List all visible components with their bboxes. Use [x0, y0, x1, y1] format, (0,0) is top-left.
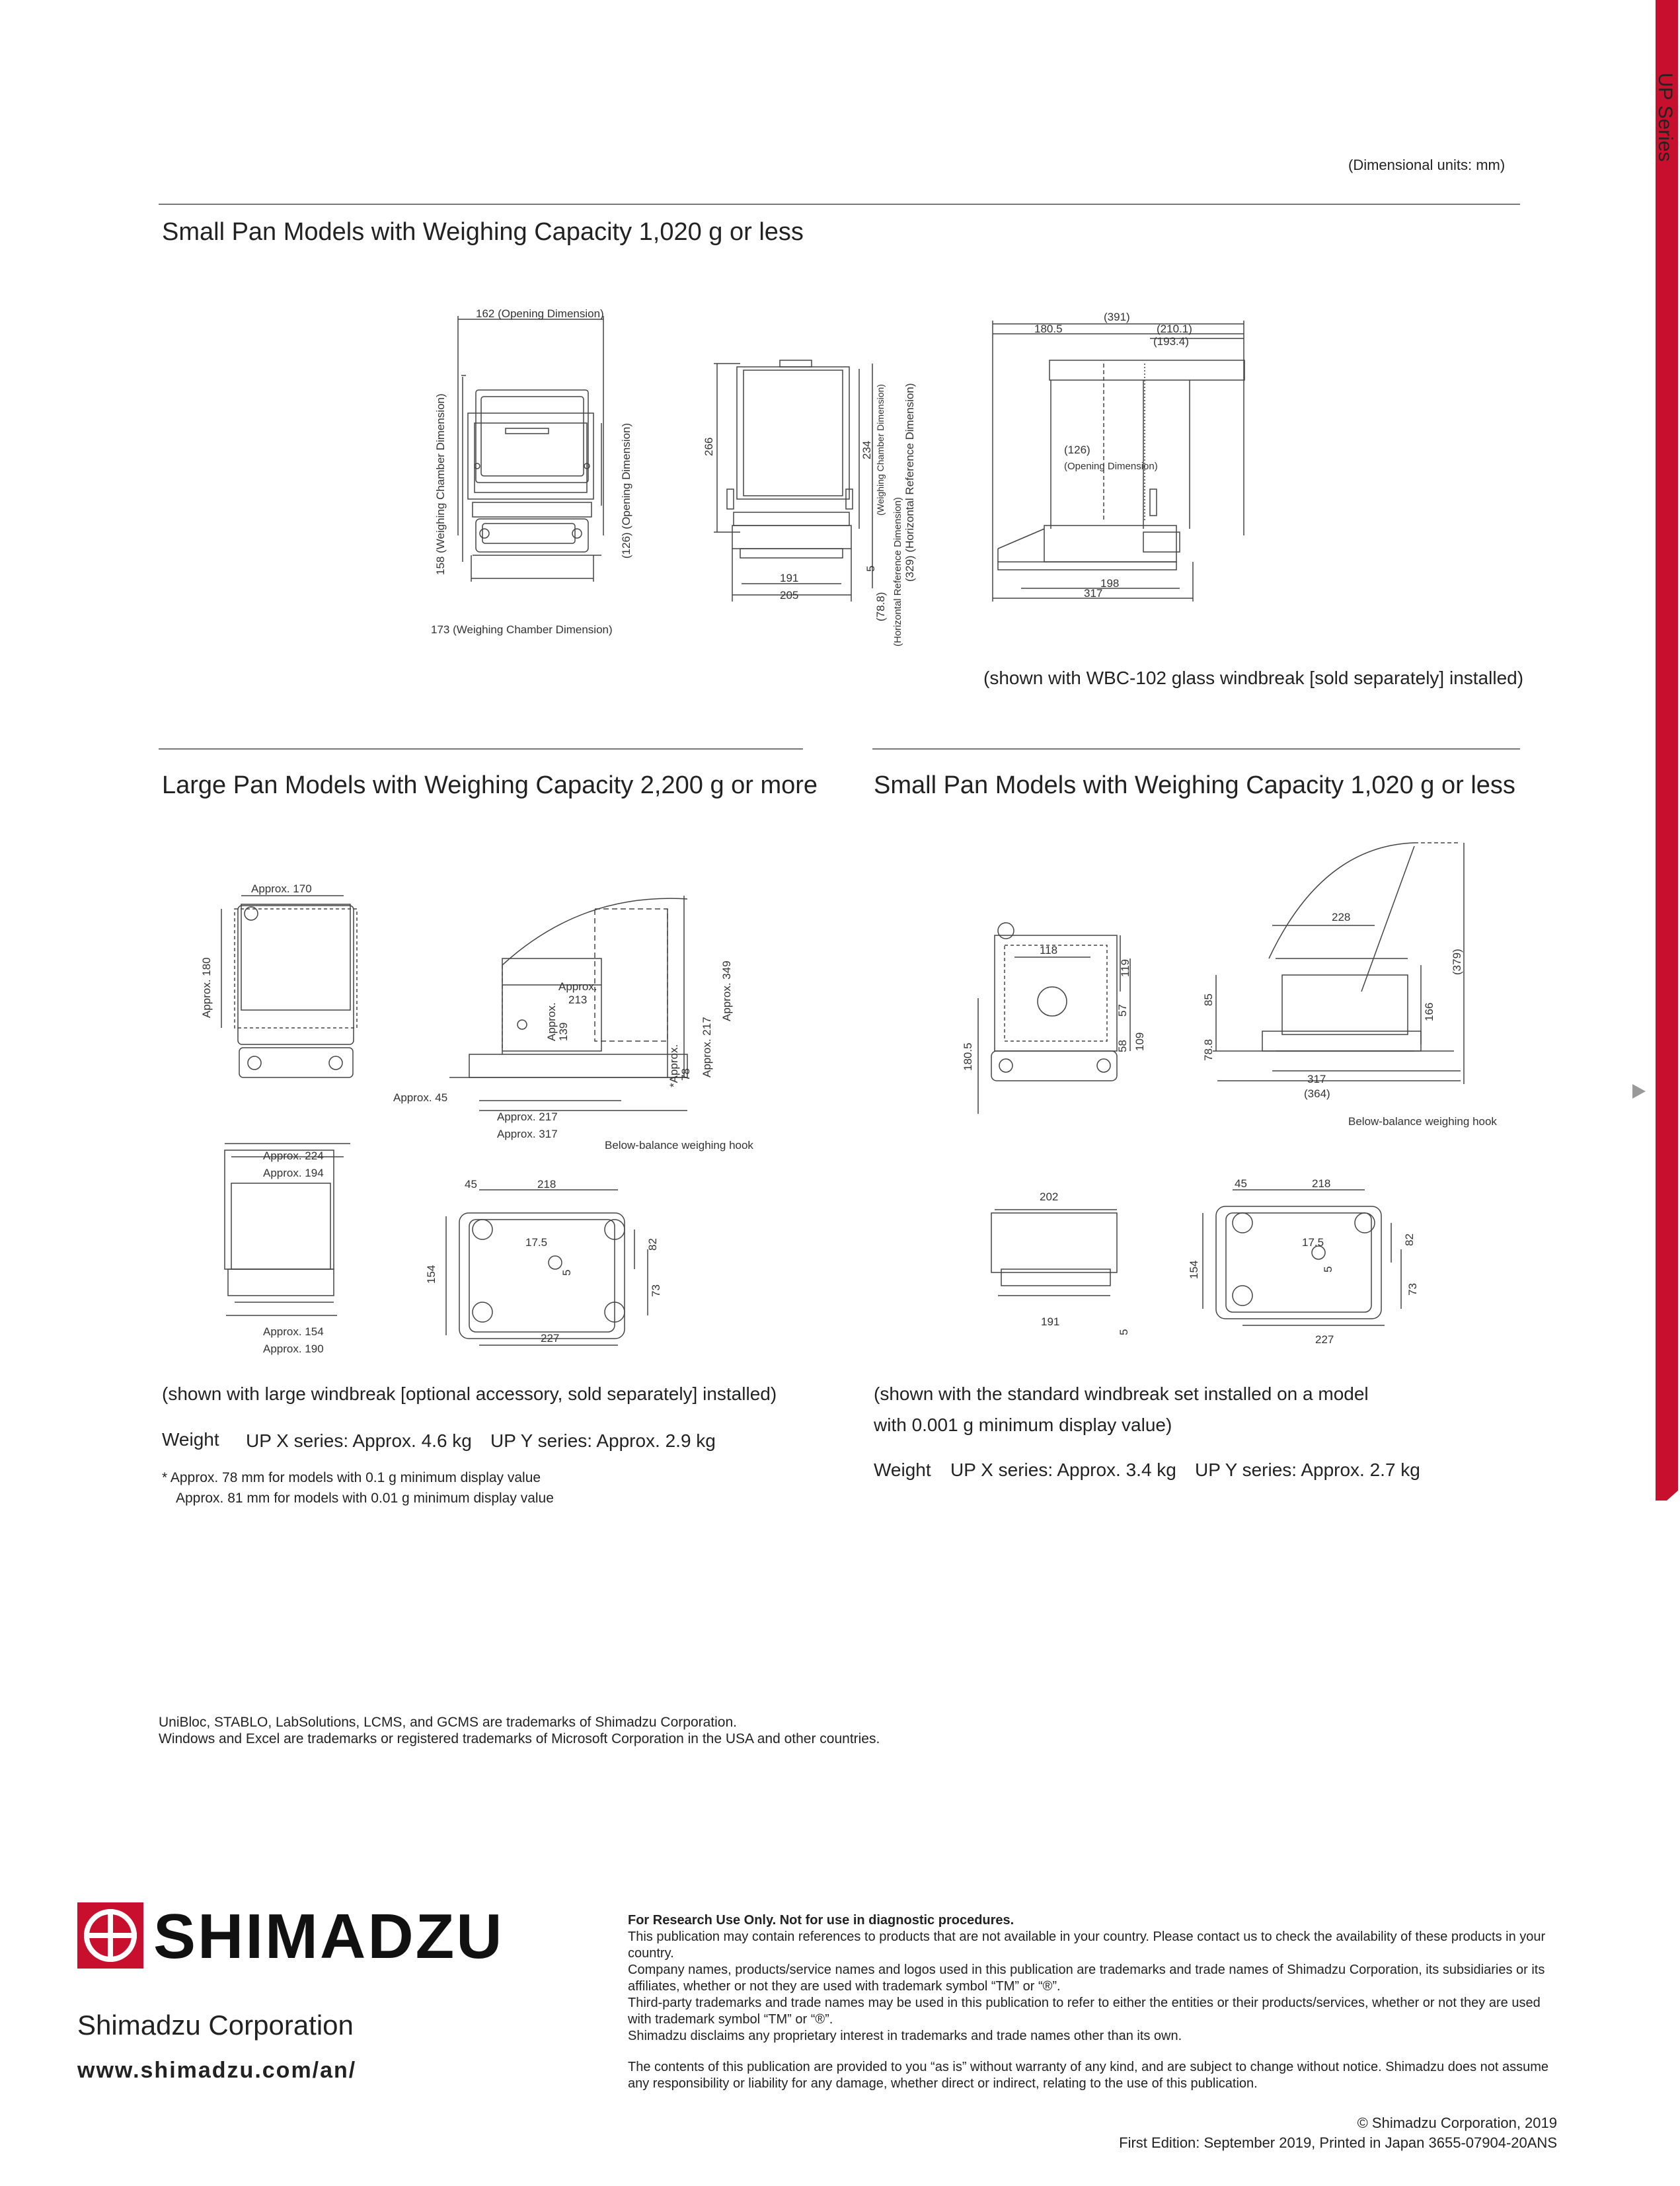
s3-h85: 85 — [1202, 994, 1215, 1006]
s3-h119: 119 — [1119, 958, 1131, 977]
back-view — [714, 360, 872, 602]
s2-w224: Approx. 224 — [263, 1150, 324, 1162]
section2-weight-label: Weight — [162, 1429, 219, 1450]
section2-title: Large Pan Models with Weighing Capacity 2,200 g or more — [162, 771, 818, 799]
side-opening-label: (Opening Dimension) — [1064, 461, 1158, 472]
s2-hook: Below-balance weighing hook — [605, 1139, 753, 1152]
copyright: © Shimadzu Corporation, 2019 — [1357, 2115, 1557, 2131]
s2-b175: 17.5 — [525, 1236, 548, 1249]
trademarks-line2: Windows and Excel are trademarks or registered trademarks of Microsoft Corporation in the USA and other countries. — [159, 1731, 880, 1746]
s3-w191: 191 — [1041, 1315, 1060, 1328]
front-chamber-height: 158 (Weighing Chamber Dimension) — [434, 393, 447, 575]
back-ref-width: (78.8) — [874, 592, 887, 621]
side-opening: (126) — [1064, 444, 1090, 456]
section3-weight-label: Weight — [874, 1460, 931, 1480]
front-view — [458, 316, 603, 582]
s2-b5: 5 — [560, 1269, 573, 1276]
triangle-right-icon[interactable] — [1632, 1084, 1646, 1099]
back-chamber-height: 234 — [860, 440, 873, 459]
s2-h349: Approx. 349 — [720, 960, 733, 1021]
s3-b73: 73 — [1406, 1283, 1419, 1296]
legal-p1: This publication may contain references to products that are not available in your country. Please contact us to check the availability of these products in your country. — [628, 1930, 1546, 1961]
s2-b45: 45 — [465, 1178, 477, 1191]
edition: First Edition: September 2019, Printed in Japan 3655-07904-20ANS — [1119, 2134, 1557, 2151]
s3-d5: 5 — [1118, 1329, 1130, 1335]
s2-h217v: Approx. 217 — [701, 1017, 713, 1077]
s2-d217: Approx. 217 — [497, 1111, 558, 1123]
s2-b218: 218 — [537, 1178, 556, 1191]
section2-weight-x: UP X series: Approx. 4.6 kg — [246, 1430, 472, 1451]
s2-b154: 154 — [425, 1265, 438, 1284]
s3-h57: 57 — [1116, 1004, 1129, 1017]
section2-weight-y: UP Y series: Approx. 2.9 kg — [490, 1430, 716, 1451]
s3-h788: 78.8 — [1202, 1038, 1215, 1061]
s3-h379: (379) — [1451, 949, 1463, 975]
shimadzu-logo-text: SHIMADZU — [153, 1901, 504, 1972]
s2-w194: Approx. 194 — [263, 1167, 324, 1179]
section1-title: Small Pan Models with Weighing Capacity 1,020 g or less — [162, 218, 804, 246]
s3-b227: 227 — [1315, 1333, 1334, 1346]
side-total: (391) — [1104, 311, 1130, 323]
s3-w364: (364) — [1304, 1087, 1330, 1100]
legal-p2: Company names, products/service names and logos used in this publication are trademarks and trade names of Shimadzu Corporation, its subsidiaries or its affiliates, whether or not they are used with trademark symbol “TM” or “®”. — [628, 1963, 1545, 1994]
s2-left-h: Approx. 180 — [200, 957, 213, 1018]
s2-b227: 227 — [541, 1332, 560, 1345]
research-only: For Research Use Only. Not for use in diagnostic procedures. — [628, 1913, 1014, 1928]
s2-h78: *Approx.78 — [668, 1044, 692, 1087]
front-chamber-width: 173 (Weighing Chamber Dimension) — [431, 623, 613, 636]
s2-d317: Approx. 317 — [497, 1128, 558, 1140]
section1-drawings — [410, 297, 1192, 654]
s3-b218: 218 — [1312, 1177, 1331, 1190]
s3-w228: 228 — [1332, 911, 1351, 923]
side-left: 180.5 — [1034, 323, 1063, 335]
s3-b5: 5 — [1322, 1266, 1334, 1272]
section1-rule — [159, 204, 1520, 205]
series-side-tab — [1656, 0, 1678, 1501]
s2-h139: Approx.139 — [545, 1002, 570, 1041]
s3-h166: 166 — [1423, 1002, 1435, 1021]
s3-w118: 118 — [1040, 944, 1058, 956]
s2-top-w: Approx. 170 — [251, 882, 312, 895]
s3-h58: 58 — [1116, 1040, 1129, 1052]
back-height: 266 — [703, 437, 715, 456]
section2-caption: (shown with large windbreak [optional accessory, sold separately] installed) — [162, 1384, 777, 1404]
s3-b154: 154 — [1188, 1260, 1200, 1279]
section3-weight-y: UP Y series: Approx. 2.7 kg — [1195, 1460, 1420, 1480]
legal-p4: Shimadzu disclaims any proprietary interest in trademarks and trade names other than its own. — [628, 2029, 1182, 2043]
front-opening-height: (126) (Opening Dimension) — [620, 422, 632, 559]
legal-block — [628, 1912, 1553, 2092]
side-base-outer: 317 — [1084, 587, 1103, 600]
legal-p3: Third-party trademarks and trade names may be used in this publication to refer to either the entities or their products/services, whether or not they are used with trademark symbol “TM” or “®”. — [628, 1996, 1541, 2027]
s3-hook: Below-balance weighing hook — [1348, 1115, 1497, 1128]
s3-b175: 17.5 — [1302, 1236, 1324, 1249]
tab-bottom-cut — [1656, 1491, 1678, 1510]
s2-b73: 73 — [650, 1284, 662, 1297]
section2-rule — [159, 748, 803, 750]
s3-h1805: 180.5 — [962, 1042, 974, 1071]
section1-caption: (shown with WBC-102 glass windbreak [sold separately] installed) — [983, 668, 1524, 688]
section3-weight-x: UP X series: Approx. 3.4 kg — [950, 1460, 1176, 1480]
s2-d45: Approx. 45 — [393, 1091, 448, 1104]
s2-w154: Approx. 154 — [263, 1325, 324, 1338]
s2-h213: Approx. 213 — [558, 980, 597, 1006]
section3-caption-line2: with 0.001 g minimum display value) — [874, 1415, 1172, 1435]
section3-drawings — [952, 833, 1533, 1362]
company-name: Shimadzu Corporation — [77, 2010, 354, 2041]
section2-note2: Approx. 81 mm for models with 0.01 g minimum display value — [176, 1491, 554, 1506]
shimadzu-logo — [77, 1901, 553, 1972]
units-note: (Dimensional units: mm) — [1348, 157, 1506, 173]
side-tab-label-wrap — [1654, 73, 1680, 178]
side-right-inner: (193.4) — [1153, 335, 1189, 348]
shimadzu-emblem-icon — [77, 1902, 143, 1969]
back-width-inner: 191 — [780, 572, 799, 584]
company-url[interactable]: www.shimadzu.com/an/ — [77, 2058, 357, 2083]
back-gap: 5 — [864, 565, 877, 572]
side-base-inner: 198 — [1100, 577, 1120, 590]
legal-p5: The contents of this publication are provided to you “as is” without warranty of any kind, and are subject to change without notice. Shimadzu does not assume any responsibility or liability for any damage, whether direct or indirect, relating to the use of this publication. — [628, 2060, 1549, 2091]
s3-w317: 317 — [1307, 1073, 1326, 1085]
side-right: (210.1) — [1157, 323, 1192, 335]
section2-drawings — [185, 879, 780, 1362]
s3-w202: 202 — [1040, 1191, 1059, 1203]
s3-b45: 45 — [1235, 1177, 1247, 1190]
side-tab-label: UP Series — [1654, 73, 1676, 162]
section3-caption-line1: (shown with the standard windbreak set installed on a model — [874, 1384, 1369, 1404]
section3-title: Small Pan Models with Weighing Capacity 1,020 g or less — [874, 771, 1515, 799]
section3-rule — [872, 748, 1520, 750]
back-width-outer: 205 — [780, 589, 799, 602]
s2-w190: Approx. 190 — [263, 1343, 324, 1355]
back-chamber-height-label: (Weighing Chamber Dimension) — [875, 384, 886, 516]
s2-b82: 82 — [646, 1238, 659, 1251]
back-ref-width-label: (Horizontal Reference Dimension) — [892, 497, 903, 646]
s3-h109: 109 — [1133, 1032, 1146, 1051]
trademarks-line1: UniBloc, STABLO, LabSolutions, LCMS, and GCMS are trademarks of Shimadzu Corporation. — [159, 1715, 737, 1730]
back-ref-height: (329) (Horizontal Reference Dimension) — [903, 383, 916, 582]
s3-b82: 82 — [1403, 1233, 1416, 1246]
front-opening-width: 162 (Opening Dimension) — [476, 307, 604, 320]
section2-note1: * Approx. 78 mm for models with 0.1 g minimum display value — [162, 1470, 541, 1485]
